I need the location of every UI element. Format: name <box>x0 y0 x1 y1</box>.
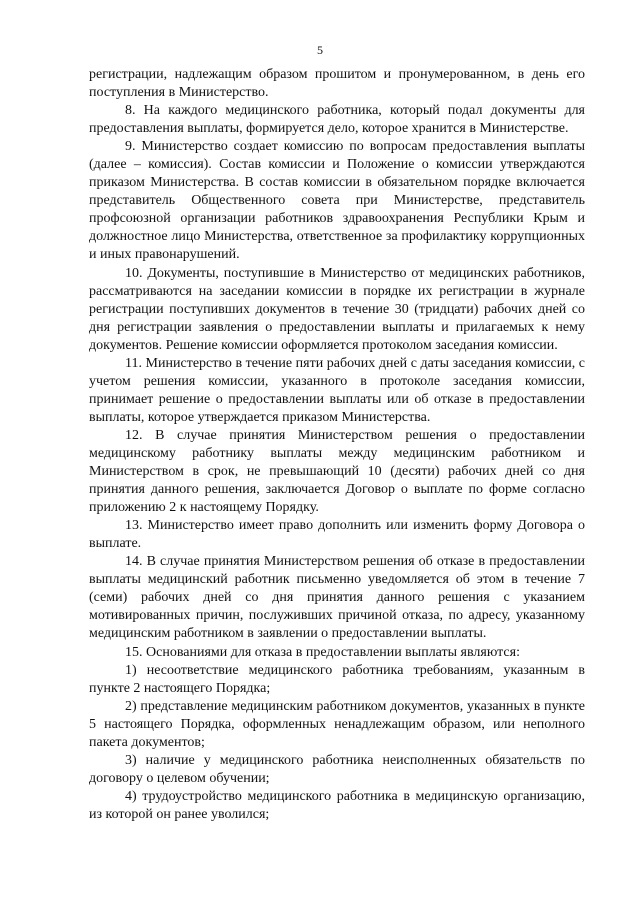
paragraph-item-13: 13. Министерство имеет право дополнить или изменить форму Договора о выплате. <box>89 518 585 552</box>
list-item-4: 4) трудоустройство медицинского работника в медицинскую организацию, из которой он ранее уволился; <box>89 788 585 822</box>
paragraph-item-10: 10. Документы, поступившие в Министерство от медицинских работников, рассматриваются на заседании комиссии в порядке их регистрации в журнале регистрации поступивших документов в течение 30 (тридцати) рабочих дней со дня регистрации заявления о предоставлении выплаты и прилагаемых к нему документов. Решение комиссии оформляется протоколом заседания комиссии. <box>89 265 585 353</box>
paragraph-item-9: 9. Министерство создает комиссию по вопросам предоставления выплаты (далее – комиссия). Состав комиссии и Положение о комиссии утверждаются приказом Министерства. В состав комиссии в обязательном порядке включается представитель Общественного совета при Министерстве, представитель профсоюзной организации работников здравоохранения Республики Крым и должностное лицо Министерства, ответственное за профилактику коррупционных и иных правонарушений. <box>89 139 585 263</box>
paragraph-item-12: 12. В случае принятия Министерством решения о предоставлении медицинскому работнику выплаты между медицинским работником и Министерством в срок, не превышающий 10 (десяти) рабочих дней со дня принятия данного решения, заключается Договор о выплате по форме согласно приложению 2 к настоящему Порядку. <box>89 427 585 516</box>
list-item-1: 1) несоответствие медицинского работника требованиям, указанным в пункте 2 настоящего Порядка; <box>89 662 585 696</box>
list-item-2: 2) представление медицинским работником документов, указанных в пункте 5 настоящего Порядка, оформленных ненадлежащим образом, или неполного пакета документов; <box>89 698 585 750</box>
paragraph-item-15: 15. Основаниями для отказа в предоставлении выплаты являются: <box>125 644 520 660</box>
page-number: 5 <box>317 43 323 57</box>
paragraph-item-14: 14. В случае принятия Министерством решения об отказе в предоставлении выплаты медицинский работник письменно уведомляется об этом в течение 7 (семи) рабочих дней со дня принятия данного решения с указанием мотивированных причин, послуживших причиной отказа, по адресу, указанному медицинским работником в заявлении о предоставлении выплаты. <box>89 554 585 642</box>
list-item-3: 3) наличие у медицинского работника неисполненных обязательств по договору о целевом обучении; <box>89 752 585 786</box>
paragraph-item-8: 8. На каждого медицинского работника, который подал документы для предоставления выплаты, формируется дело, которое хранится в Министерстве. <box>89 103 585 137</box>
document-body <box>89 66 585 824</box>
paragraph-item-11: 11. Министерство в течение пяти рабочих дней с даты заседания комиссии, с учетом решения комиссии, указанного в протоколе заседания комиссии, принимает решение о предоставлении выплаты или об отказе в предоставлении выплаты, которое утверждается приказом Министерства. <box>89 355 585 425</box>
paragraph-continuation: регистрации, надлежащим образом прошитом и пронумерованном, в день его поступления в Министерство. <box>89 67 585 101</box>
